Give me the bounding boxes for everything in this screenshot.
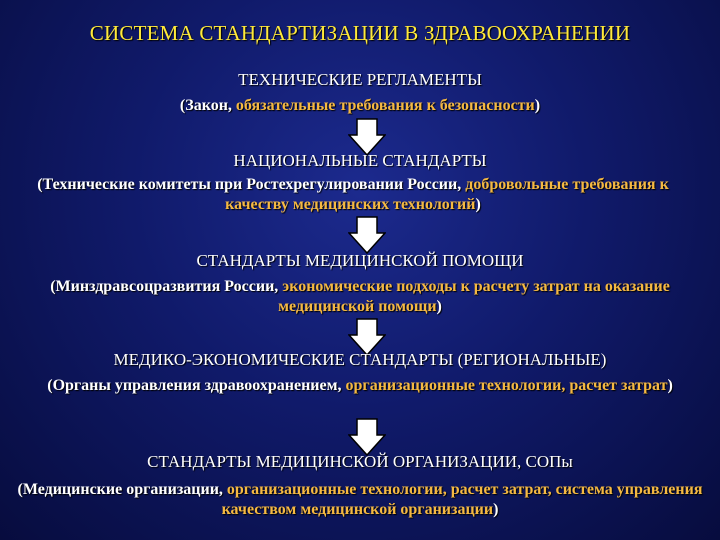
level-heading: МЕДИКО-ЭКОНОМИЧЕСКИЕ СТАНДАРТЫ (РЕГИОНАЛЬНЫЕ): [113, 350, 607, 369]
desc-prefix: (Минздравсоцразвития России,: [50, 278, 283, 295]
down-arrow-icon: [348, 216, 386, 254]
desc-prefix: (Технические комитеты при Ростехрегулировании России,: [37, 176, 466, 193]
level-heading: СТАНДАРТЫ МЕДИЦИНСКОЙ ПОМОЩИ: [196, 251, 524, 270]
desc-highlight: организационные технологии, расчет затрат: [345, 377, 668, 394]
level-description: [0, 480, 720, 520]
desc-suffix: ): [667, 377, 673, 394]
desc-suffix: ): [475, 196, 481, 213]
level-description: [0, 376, 720, 396]
desc-suffix: ): [534, 97, 541, 114]
desc-suffix: ): [493, 501, 499, 518]
level-description: [0, 96, 720, 116]
level-national-standards: [0, 151, 720, 215]
level-heading: ТЕХНИЧЕСКИЕ РЕГЛАМЕНТЫ: [238, 70, 482, 89]
desc-prefix: (Закон,: [179, 97, 236, 114]
level-heading: НАЦИОНАЛЬНЫЕ СТАНДАРТЫ: [233, 151, 487, 170]
level-medical-care-standards: [0, 251, 720, 317]
desc-highlight: обязательные требования к безопасности: [235, 97, 535, 114]
level-medico-economic-standards: [0, 350, 720, 396]
level-organization-standards: [0, 452, 720, 520]
desc-suffix: ): [436, 298, 442, 315]
level-description: [0, 277, 720, 317]
desc-prefix: (Органы управления здравоохранением,: [47, 377, 346, 394]
desc-prefix: (Медицинские организации,: [17, 481, 227, 498]
desc-highlight: организационные технологии, расчет затрат, система управления качеством медицинской организации: [221, 481, 703, 518]
down-arrow-icon: [348, 418, 386, 456]
desc-highlight: экономические подходы к расчету затрат на оказание медицинской помощи: [278, 278, 670, 315]
level-technical-regulations: [0, 70, 720, 116]
slide-title: СИСТЕМА СТАНДАРТИЗАЦИИ В ЗДРАВООХРАНЕНИИ: [89, 21, 631, 45]
level-heading: СТАНДАРТЫ МЕДИЦИНСКОЙ ОРГАНИЗАЦИИ, СОПы: [147, 452, 573, 471]
desc-highlight: добровольные требования к качеству медицинских технологий: [225, 176, 669, 213]
level-description: [0, 175, 720, 215]
